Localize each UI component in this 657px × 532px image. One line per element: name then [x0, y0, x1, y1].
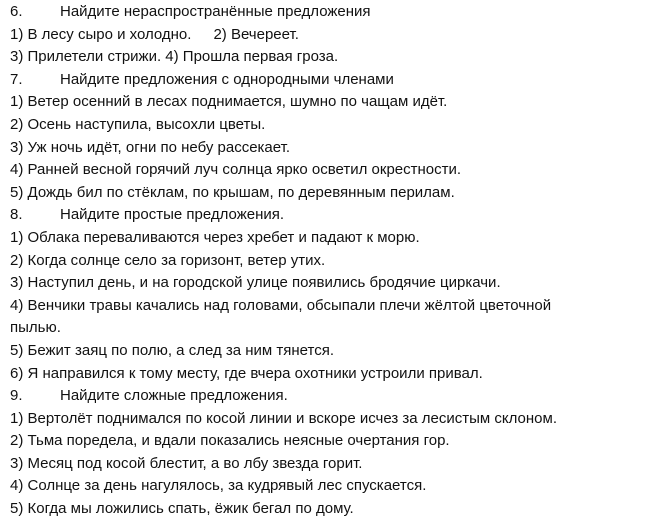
task-heading: [10, 385, 655, 408]
exercise-document: [10, 1, 655, 521]
task-line: 4) Венчики травы качались над головами, обсыпали плечи жёлтой цветочной: [10, 296, 552, 314]
task-line: пылью.: [10, 319, 61, 337]
task-line: 3) Уж ночь идёт, огни по небу рассекает.: [10, 138, 290, 156]
task-heading: [10, 69, 655, 92]
task-line: 5) Дождь бил по стёклам, по крышам, по деревянным перилам.: [10, 183, 455, 201]
task-title: Найдите предложения с однородными членами: [60, 70, 394, 88]
task-line: 4) Ранней весной горячий луч солнца ярко осветил окрестности.: [10, 161, 462, 179]
task-line: 1) Облака переваливаются через хребет и падают к морю.: [10, 228, 420, 246]
task-heading: [10, 1, 655, 24]
task-number: 7.: [10, 70, 23, 88]
task-line: 1) Вертолёт поднимался по косой линии и вскоре исчез за лесистым склоном.: [10, 409, 558, 427]
task-line: 1) Ветер осенний в лесах поднимается, шумно по чащам идёт.: [10, 93, 448, 111]
task-line: 3) Наступил день, и на городской улице появились бродячие циркачи.: [10, 274, 501, 292]
sentence-option: 1) В лесу сыро и холодно.: [10, 25, 192, 43]
task-line: 2) Когда солнце село за горизонт, ветер утих.: [10, 251, 326, 269]
task-title: Найдите простые предложения.: [60, 206, 285, 224]
task-number: 6.: [10, 3, 23, 20]
task-title: Найдите сложные предложения.: [60, 387, 288, 405]
task-heading: [10, 204, 655, 227]
task-line: 6) Я направился к тому месту, где вчера охотники устроили привал.: [10, 364, 483, 382]
task-line: 3) Месяц под косой блестит, а во лбу звезда горит.: [10, 454, 363, 472]
task-line: 5) Бежит заяц по полю, а след за ним тянется.: [10, 341, 335, 359]
task-number: 8.: [10, 206, 23, 224]
task-line: 3) Прилетели стрижи. 4) Прошла первая гроза.: [10, 48, 339, 66]
task-line: 2) Тьма поредела, и вдали показались неясные очертания гор.: [10, 432, 450, 450]
task-number: 9.: [10, 387, 23, 405]
task-line: 5) Когда мы ложились спать, ёжик бегал по дому.: [10, 500, 354, 518]
task-title: Найдите нераспространённые предложения: [60, 3, 371, 20]
task-line: 2) Осень наступила, высохли цветы.: [10, 115, 266, 133]
task-line: 4) Солнце за день нагулялось, за кудрявый лес спускается.: [10, 477, 427, 495]
task-line: [10, 24, 655, 47]
sentence-option: 2) Вечереет.: [213, 25, 299, 43]
